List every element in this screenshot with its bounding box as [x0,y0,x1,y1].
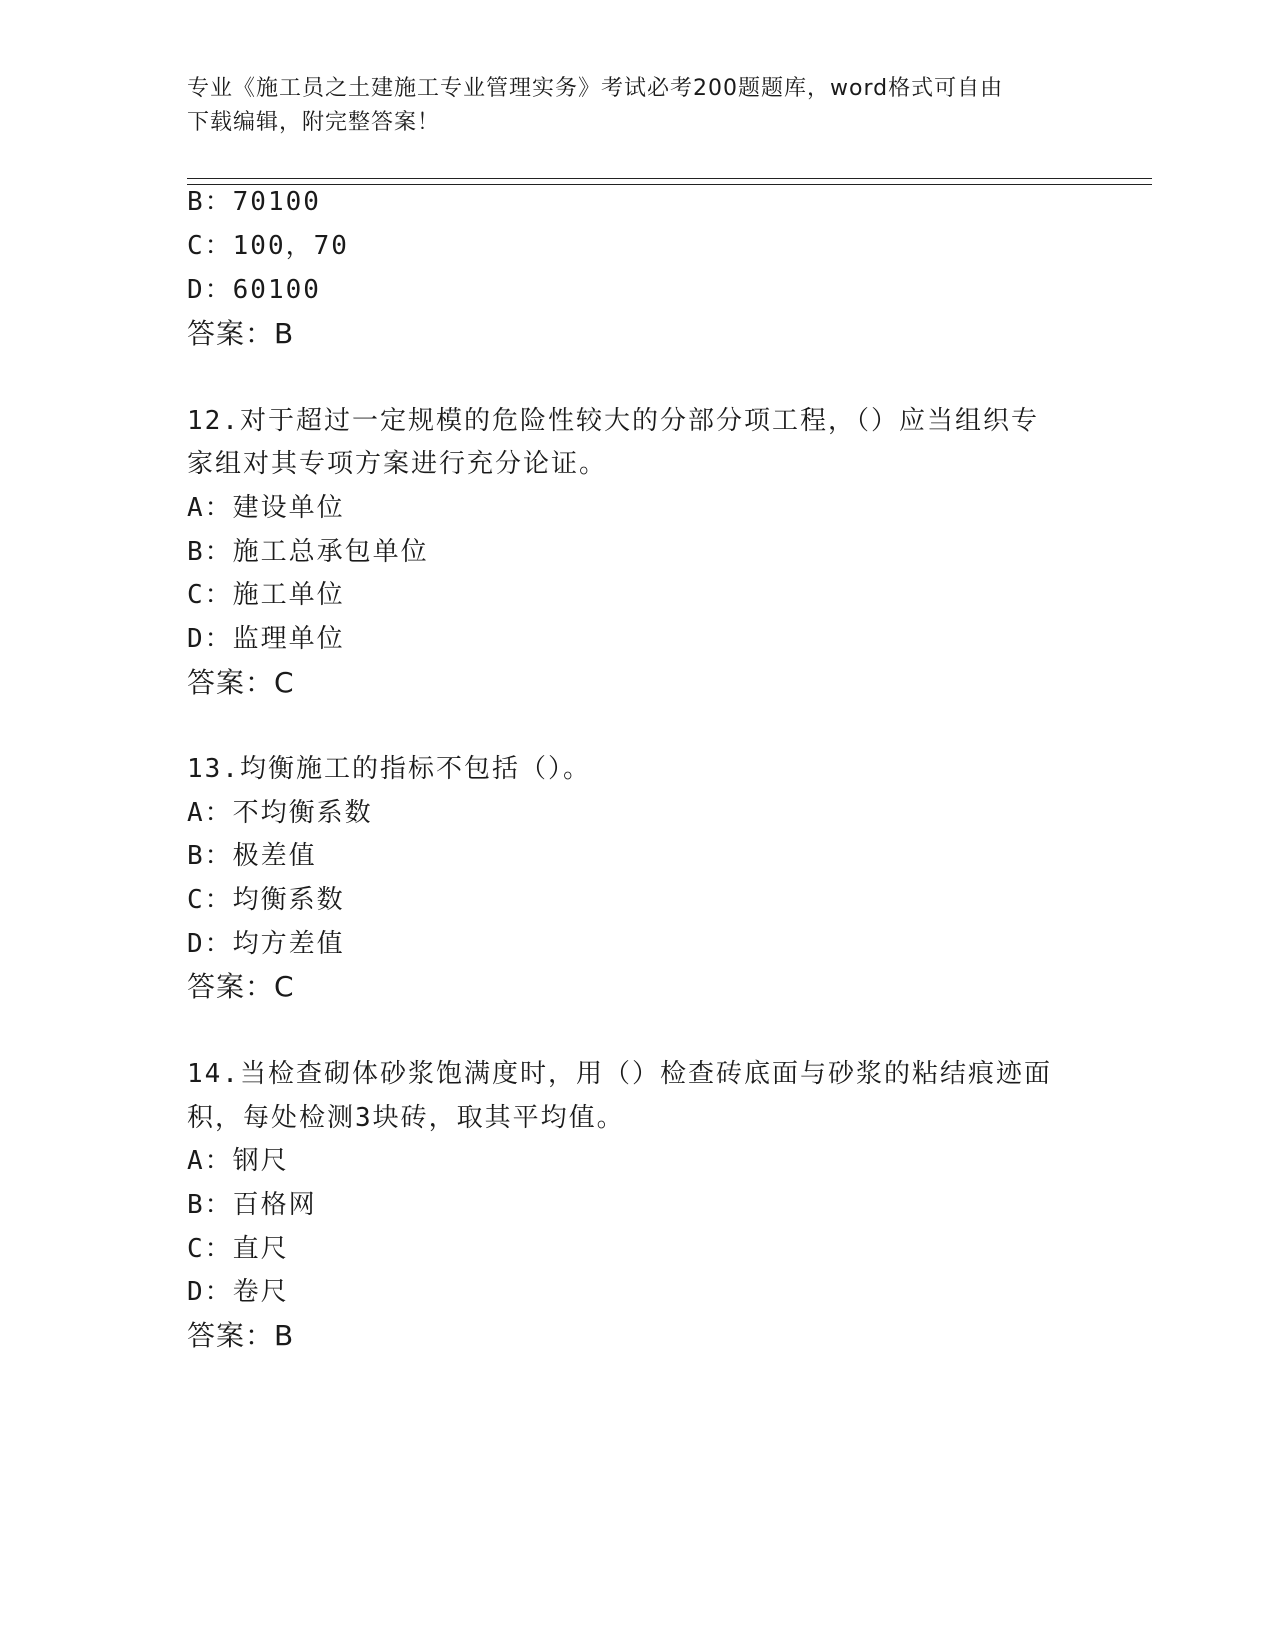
q13-question-line-1: 13.均衡施工的指标不包括（）。 [187,754,591,784]
q14-question-line-1: 14.当检查砌体砂浆饱满度时，用（）检查砖底面与砂浆的粘结痕迹面 [187,1059,1052,1089]
q13-option-a: A：不均衡系数 [187,798,373,828]
q12-option-b: B：施工总承包单位 [187,537,429,567]
q11-option-d: D：60100 [187,275,321,305]
q12-question-line-1: 12.对于超过一定规模的危险性较大的分部分项工程，（）应当组织专 [187,406,1039,436]
q12-question-line-2: 家组对其专项方案进行充分论证。 [187,449,608,479]
q13-option-b: B：极差值 [187,841,317,871]
q14-option-a: A：钢尺 [187,1146,289,1176]
q14-option-c: C：直尺 [187,1234,289,1264]
q14-option-b: B：百格网 [187,1190,317,1220]
q14-answer: 答案：B [187,1319,295,1352]
q12-answer: 答案：C [187,666,295,699]
q13-answer: 答案：C [187,970,295,1003]
q14-question-line-2: 积，每处检测3块砖，取其平均值。 [187,1103,625,1133]
header-title-line-2: 下载编辑，附完整答案！ [187,110,441,135]
q12-option-d: D：监理单位 [187,624,345,654]
q11-option-c: C：100，70 [187,231,349,261]
q12-option-a: A：建设单位 [187,493,345,523]
q13-option-d: D：均方差值 [187,929,345,959]
document-header [187,72,1087,140]
header-title-line-1: 专业《施工员之土建施工专业管理实务》考试必考200题题库，word格式可自由 [187,76,1004,101]
q13-option-c: C：均衡系数 [187,885,345,915]
q14-option-d: D：卷尺 [187,1277,289,1307]
header-divider [187,178,1152,185]
q11-option-b: B：70100 [187,187,321,217]
q11-answer: 答案：B [187,317,295,350]
q12-option-c: C：施工单位 [187,580,345,610]
